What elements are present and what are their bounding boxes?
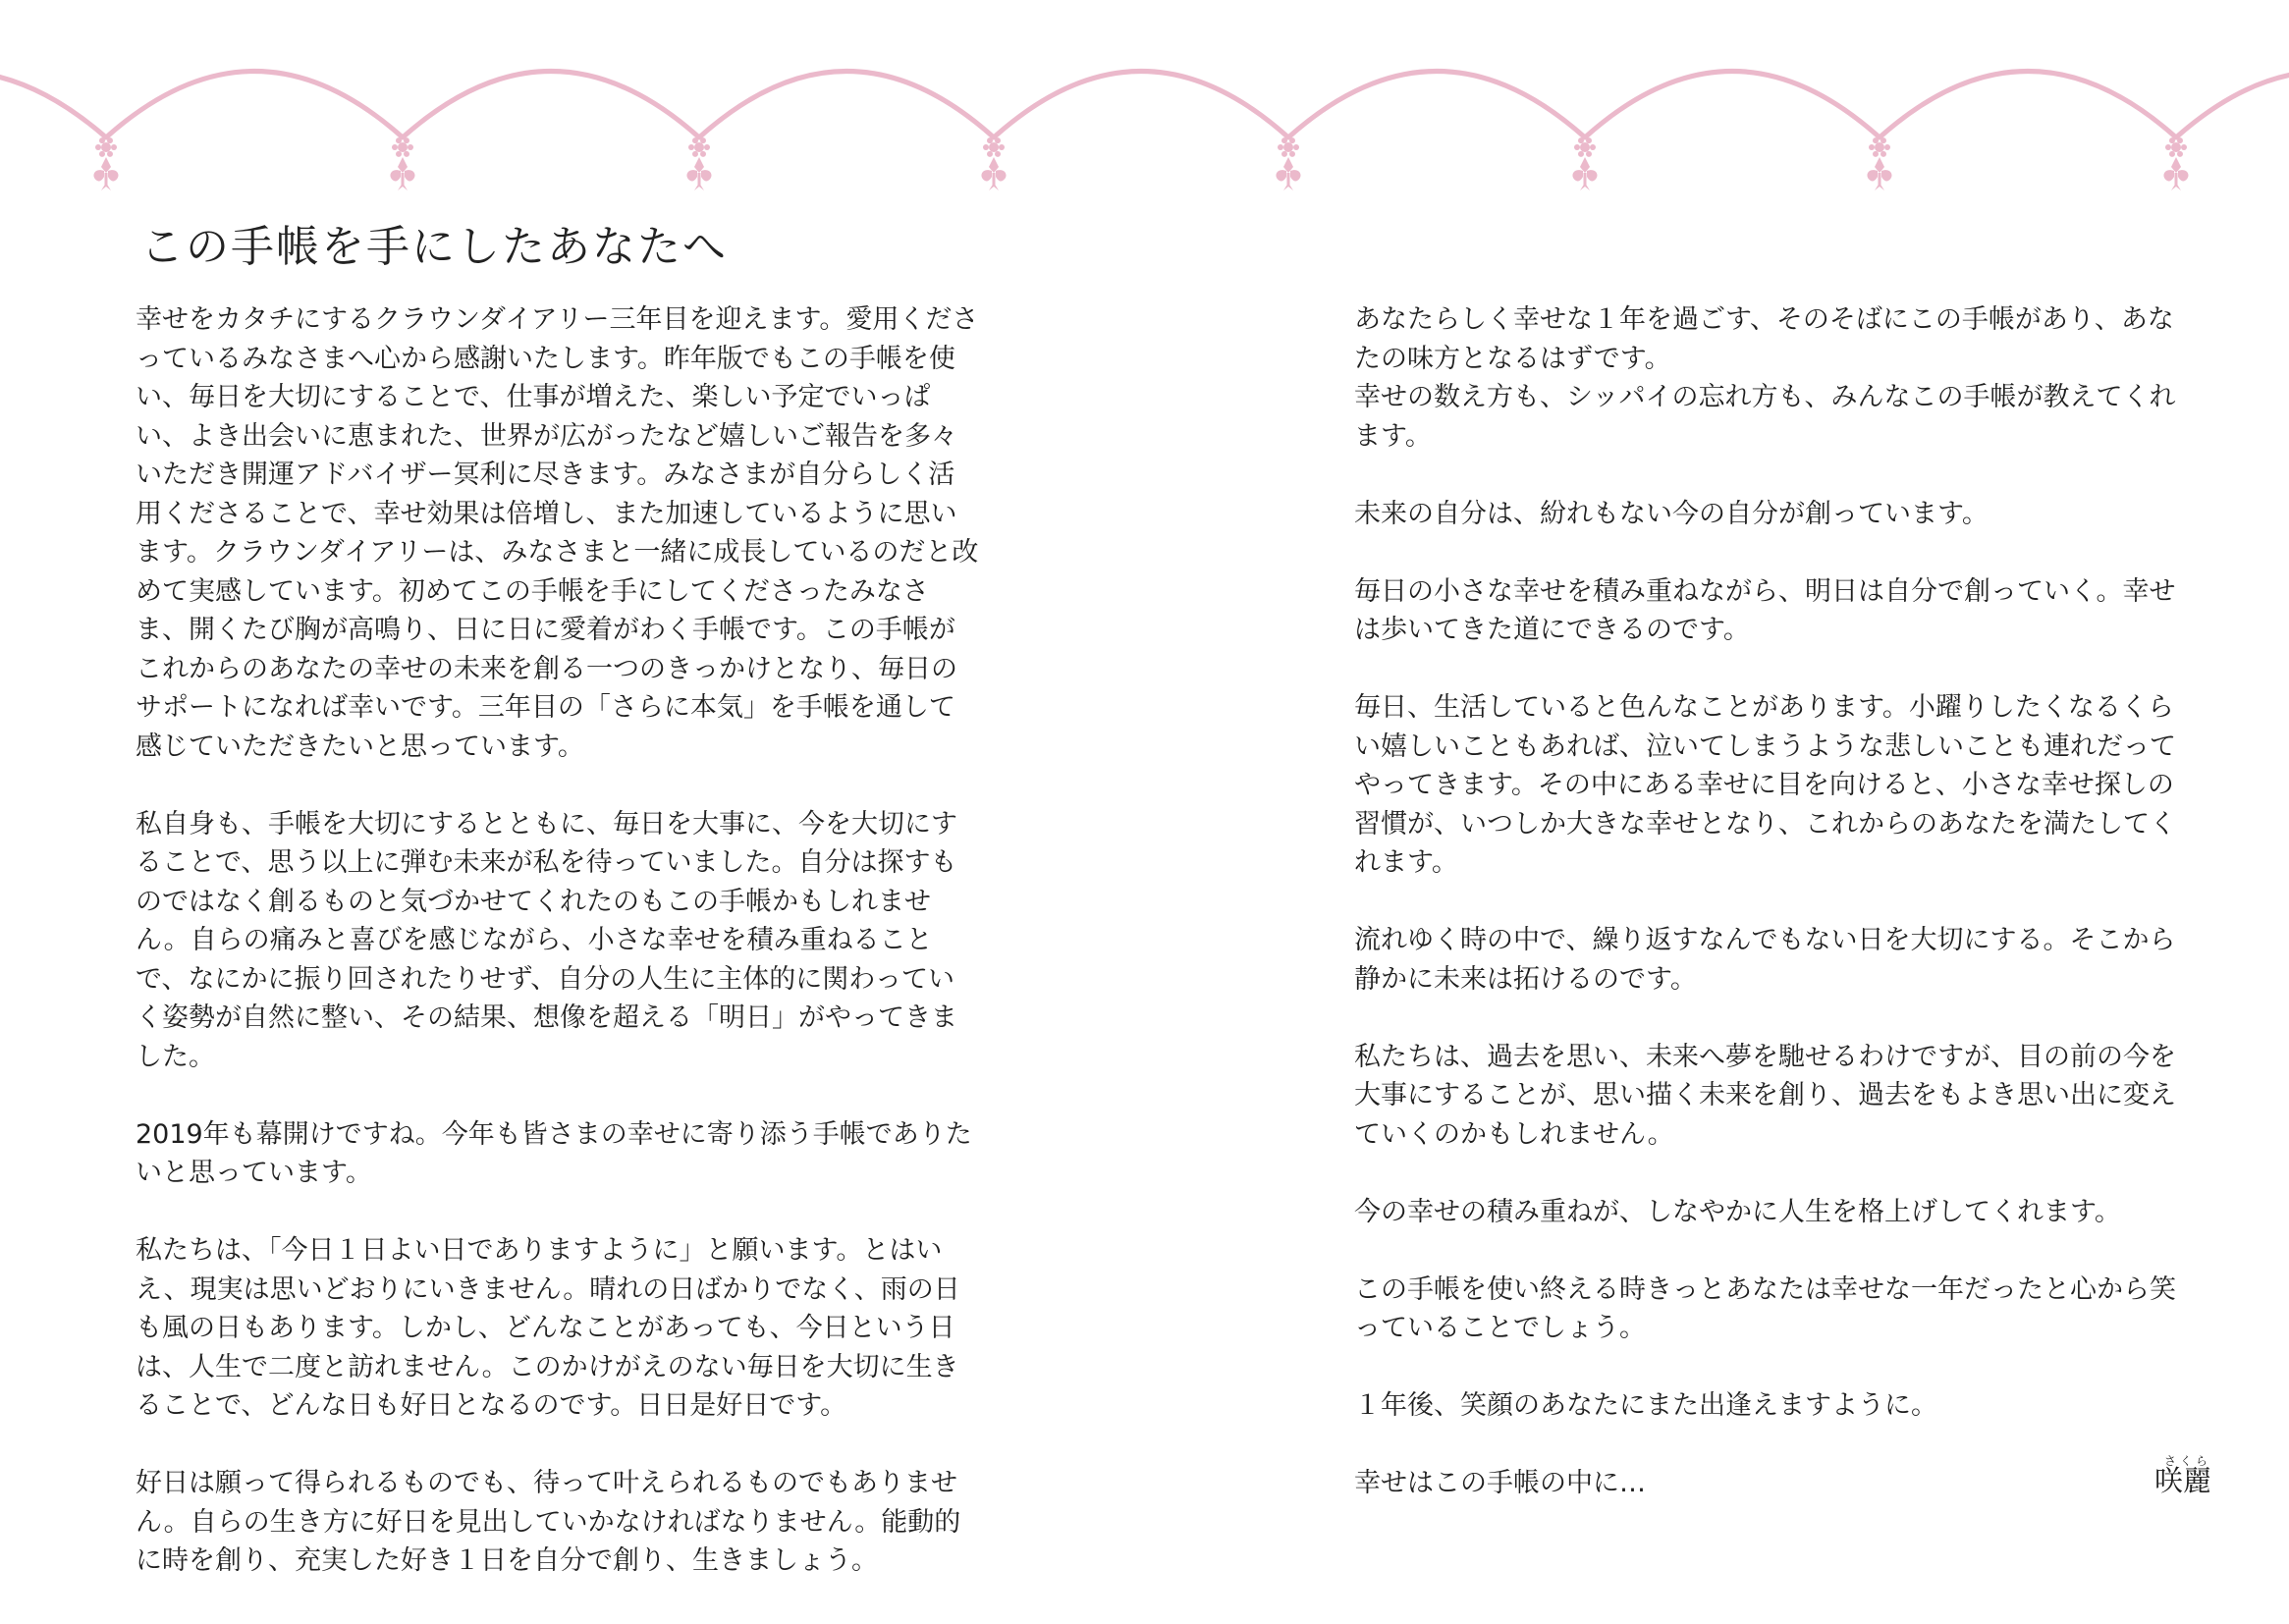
scallop-arc (106, 72, 403, 138)
paragraph: あなたらしく幸せな１年を過ごす、そのそばにこの手帳があり、あなたの味方となるはずです。 幸せの数え方も、シッパイの忘れ方も、みんなこの手帳が教えてくれます。 (1354, 304, 2176, 452)
paragraph: この手帳を使い終える時きっとあなたは幸せな一年だったと心から笑っていることでしょう。 (1354, 1273, 2176, 1343)
fleur-ornament-icon (1276, 137, 1300, 190)
paragraph: 私たちは、過去を思い、未来へ夢を馳せるわけですが、目の前の今を大事にすることが、思い描く未来を創り、過去をもよき思い出に変えていくのかもしれません。 (1354, 1041, 2176, 1150)
scallop-arc (403, 72, 699, 138)
paragraph: 未来の自分は、紛れもない今の自分が創っています。 (1354, 498, 1989, 529)
fleur-ornament-icon (93, 137, 118, 190)
paragraph: 2019年も幕開けですね。今年も皆さまの幸せに寄り添う手帳でありたいと思っています。 (136, 1118, 972, 1188)
fleur-ornament-icon (390, 137, 414, 190)
signature-name: 咲麗 (2153, 1464, 2211, 1497)
fleur-ornament-icon (1867, 137, 1891, 190)
paragraph: 流れゆく時の中で、繰り返すなんでもない日を大切にする。そこから静かに未来は拓けるのです。 (1354, 925, 2176, 995)
fleur-ornament-icon (981, 137, 1006, 190)
paragraph: 好日は願って得られるものでも、待って叶えられるものでもありません。自らの生き方に好日を見出していかなければなりません。能動的に時を創り、充実した好き１日を自分で創り、生きましょう。 (136, 1468, 961, 1576)
fleur-ornament-icon (2163, 137, 2188, 190)
scallop-arc (1585, 72, 1880, 138)
author-signature (2133, 1454, 2211, 1498)
paragraph: 今の幸せの積み重ねが、しなやかに人生を格上げしてくれます。 (1354, 1196, 2121, 1227)
scallop-arc (2176, 72, 2289, 138)
scallop-border (0, 0, 2289, 196)
paragraph: 幸せをカタチにするクラウンダイアリー三年目を迎えます。愛用くださっているみなさまへ心から感謝いたします。昨年版でもこの手帳を使い、毎日を大切にすることで、仕事が増えた、楽しい予定でいっぱい、よき出会いに恵まれた、世界が広がったなど嬉しいご報告を多々いただき開運アドバイザー冥利に尽きます。みなさまが自分らしく活用くださることで、幸せ効果は倍増し、また加速しているように思います。クラウンダイアリーは、みなさまと一緒に成長しているのだと改めて実感しています。初めてこの手帳を手にしてくださったみなさま、開くたび胸が高鳴り、日に日に愛着がわく手帳です。この手帳がこれからのあなたの幸せの未来を創る一つのきっかけとなり、毎日のサポートになれば幸いです。三年目の「さらに本気」を手帳を通して感じていただきたいと思っています。 (136, 304, 979, 762)
paragraph: １年後、笑顔のあなたにまた出逢えますように。 (1354, 1390, 1937, 1421)
fleur-ornament-icon (686, 137, 711, 190)
scallop-arc (994, 72, 1288, 138)
paragraph: 私自身も、手帳を大切にするとともに、毎日を大事に、今を大切にすることで、思う以上に弾む未来が私を待っていました。自分は探すものではなく創るものと気づかせてくれたのもこの手帳かもしれません。自らの痛みと喜びを感じながら、小さな幸せを積み重ねることで、なにかに振り回されたりせず、自分の人生に主体的に関わっていく姿勢が自然に整い、その結果、想像を超える「明日」がやってきました。 (136, 808, 957, 1072)
paragraph: 毎日、生活していると色んなことがあります。小躍りしたくなるくらい嬉しいこともあれば、泣いてしまうような悲しいことも連れだってやってきます。その中にある幸せに目を向けると、小さな幸せ探しの習慣が、いつしか大きな幸せとなり、これからのあなたを満たしてくれます。 (1354, 692, 2176, 878)
signature-ruby: さくら (2163, 1454, 2211, 1468)
scallop-arc (0, 72, 106, 138)
paragraph: 幸せはこの手帳の中に… (1354, 1468, 1646, 1498)
right-column (1354, 300, 2199, 1542)
scallop-arc (1288, 72, 1585, 138)
scallop-arc (1880, 72, 2176, 138)
page-title: この手帳を手にしたあなたへ (140, 222, 728, 272)
paragraph: 私たちは、「今日１日よい日でありますように」と願います。とはいえ、現実は思いどおりにいきません。晴れの日ばかりでなく、雨の日も風の日もあります。しかし、どんなことがあっても、今日という日は、人生で二度と訪れません。このかけがえのない毎日を大切に生きることで、どんな日も好日となるのです。日日是好日です。 (136, 1235, 960, 1421)
scallop-arc (699, 72, 994, 138)
left-column (136, 300, 980, 1619)
fleur-ornament-icon (1572, 137, 1597, 190)
paragraph: 毎日の小さな幸せを積み重ねながら、明日は自分で創っていく。幸せは歩いてきた道にできるのです。 (1354, 575, 2176, 645)
